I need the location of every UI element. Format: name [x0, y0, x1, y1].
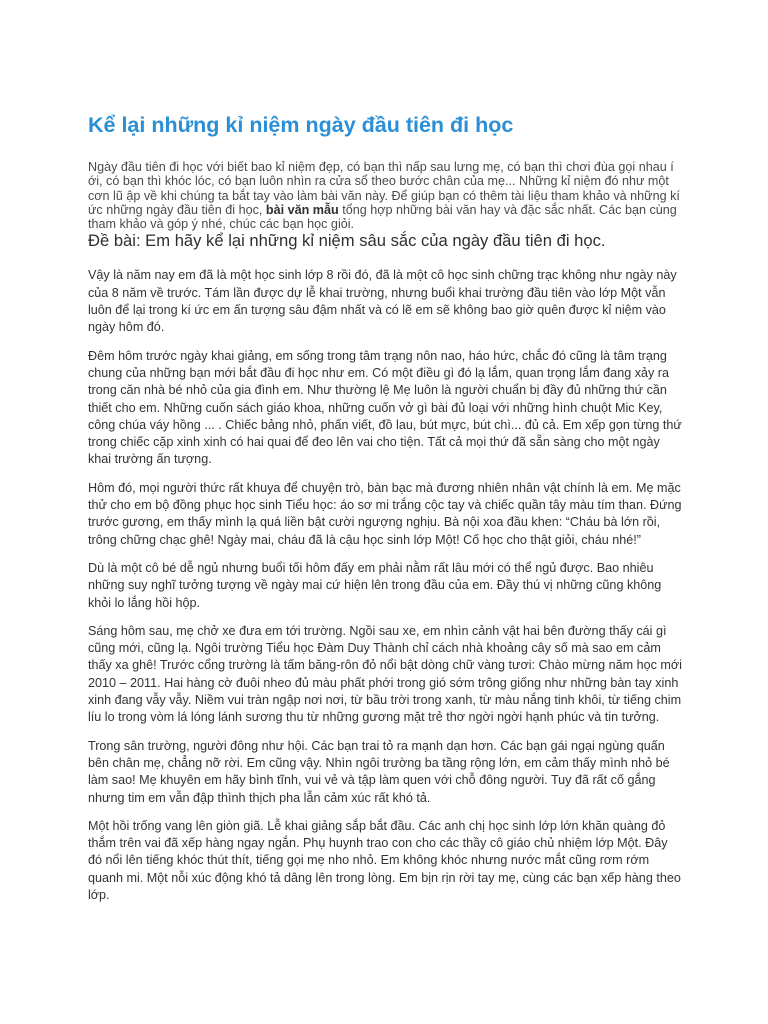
intro-bold-link: bài văn mẫu	[265, 202, 339, 217]
article-title: Kể lại những kỉ niệm ngày đầu tiên đi học	[88, 113, 514, 137]
paragraph-5: Sáng hôm sau, mẹ chở xe đưa em tới trường. Ngồi sau xe, em nhìn cảnh vật hai bên đường thấy cái gì cũng mới, cũng lạ. Ngôi trường Tiểu học Đàm Duy Thành chỉ cách nhà khoảng cây số mà sao em cảm thấy xa ghê! Trước cổng trường là tấm băng-rôn đỏ nổi bật dòng chữ vàng tươi: Chào mừng năm học mới 2010 – 2011. Hai hàng cờ đuôi nheo đủ màu phất phới trong gió sớm trông giống như những bàn tay xinh xinh đang vẫy vẫy. Niềm vui tràn ngập nơi nơi, từ bầu trời trong xanh, từ màu nắng tinh khôi, từ tiếng chim líu lo trong vòm lá lóng lánh sương thu từ những gương mặt trẻ thơ ngời ngời hạnh phúc và tin tưởng.	[88, 623, 682, 725]
intro-text-end: tổng hợp những bài văn hay và đặc sắc nhất. Các bạn cùng tham khảo và góp ý nhé, chúc các bạn học giỏi.	[88, 202, 677, 232]
intro-text-start: Ngày đầu tiên đi học với biết bao kỉ niệm đẹp, có bạn thì nấp sau lưng mẹ, có bạn thì chơi đùa gọi nhau í ới, có bạn thì khóc lóc, có bạn luôn nhìn ra cửa sổ theo bước chân của mẹ... Những kỉ niệm đó như một cơn lũ ập về khi chúng ta bắt tay vào làm bài văn này. Để giúp bạn có thêm tài liệu tham khảo và những kí ức những ngày đầu tiên đi học,	[88, 160, 680, 217]
paragraph-6: Trong sân trường, người đông như hội. Các bạn trai tỏ ra mạnh dạn hơn. Các bạn gái ngại ngùng quấn bên chân mẹ, chẳng nỡ rời. Em cũng vậy. Nhìn ngôi trường ba tầng rộng lớn, em cảm thấy mình nhỏ bé làm sao! Mẹ khuyên em hãy bình tĩnh, vui vẻ và tập làm quen với chỗ đông người. Tuy đã rất cố gắng nhưng tim em vẫn đập thình thịch pha lẫn cảm xúc rất khó tả.	[88, 738, 670, 805]
paragraph-4: Dù là một cô bé dễ ngủ nhưng buổi tối hôm đấy em phải nằm rất lâu mới có thể ngủ được. Bao nhiêu những suy nghĩ tưởng tượng về ngày mai cứ hiện lên trong đầu của em. Đầy thú vị những cũng không khỏi lo lắng hồi hộp.	[88, 560, 662, 610]
paragraph-1: Vậy là năm nay em đã là một học sinh lớp 8 rồi đó, đã là một cô học sinh chững trạc không như ngày này của 8 năm về trước. Tám lần được dự lễ khai trường, nhưng buổi khai trường đầu tiên vào lớp Một vẫn luôn để lại trong kí ức em ấn tượng sâu đậm nhất và có lẽ em sẽ không bao giờ quên được kỉ niệm vào ngày hôm đó.	[88, 268, 677, 335]
paragraph-7: Một hồi trống vang lên giòn giã. Lễ khai giảng sắp bắt đầu. Các anh chị học sinh lớp lớn khăn quàng đỏ thắm trên vai đã xếp hàng ngay ngắn. Phụ huynh trao con cho các thầy cô giáo chủ nhiệm lớp Một. Đây đó nổi lên tiếng khóc thút thít, tiếng gọi mẹ nho nhỏ. Em không khóc nhưng nước mắt cũng rơm rớm quanh mi. Một nỗi xúc động khó tả dâng lên trong lòng. Em bịn rịn rời tay mẹ, cùng các bạn xếp hàng theo lớp.	[88, 818, 681, 902]
paragraph-2: Đêm hôm trước ngày khai giảng, em sống trong tâm trạng nôn nao, háo hức, chắc đó cũng là tâm trạng chung của những bạn mới bắt đầu đi học như em. Có một điều gì đó lạ lắm, quan trọng lắm đang xảy ra trong căn nhà bé nhỏ của gia đình em. Như thường lệ Mẹ luôn là người chuẩn bị đầy đủ những thứ cần thiết cho em. Những cuốn sách giáo khoa, những cuốn vở gì bài đủ loại với những hình chuột Mic Key, công chúa váy hồng ... . Chiếc bảng nhỏ, phấn viết, đồ lau, bút mực, bút chì... đủ cả. Em xếp gọn từng thứ trong chiếc cặp xinh xinh có hai quai để đeo lên vai cho tiện. Tất cả mọi thứ đã sẵn sàng cho một ngày khai trường ấn tượng.	[88, 348, 682, 467]
paragraph-3: Hôm đó, mọi người thức rất khuya để chuyện trò, bàn bạc mà đương nhiên nhân vật chính là em. Mẹ mặc thử cho em bộ đồng phục học sinh Tiểu học: áo sơ mi trắng cộc tay và chiếc quần tây màu tím than. Đứng trước gương, em thấy mình lạ quá liền bật cười ngượng nghịu. Bà nội xoa đầu khen: “Cháu bà lớn rồi, trông chững chạc ghê! Ngày mai, cháu đã là cậu học sinh lớp Một! Cố học cho thật giỏi, cháu nhé!”	[88, 480, 682, 547]
article-intro	[88, 160, 684, 231]
article	[88, 110, 684, 915]
essay-prompt: Đề bài: Em hãy kể lại những kỉ niệm sâu sắc của ngày đầu tiên đi học.	[88, 231, 606, 251]
